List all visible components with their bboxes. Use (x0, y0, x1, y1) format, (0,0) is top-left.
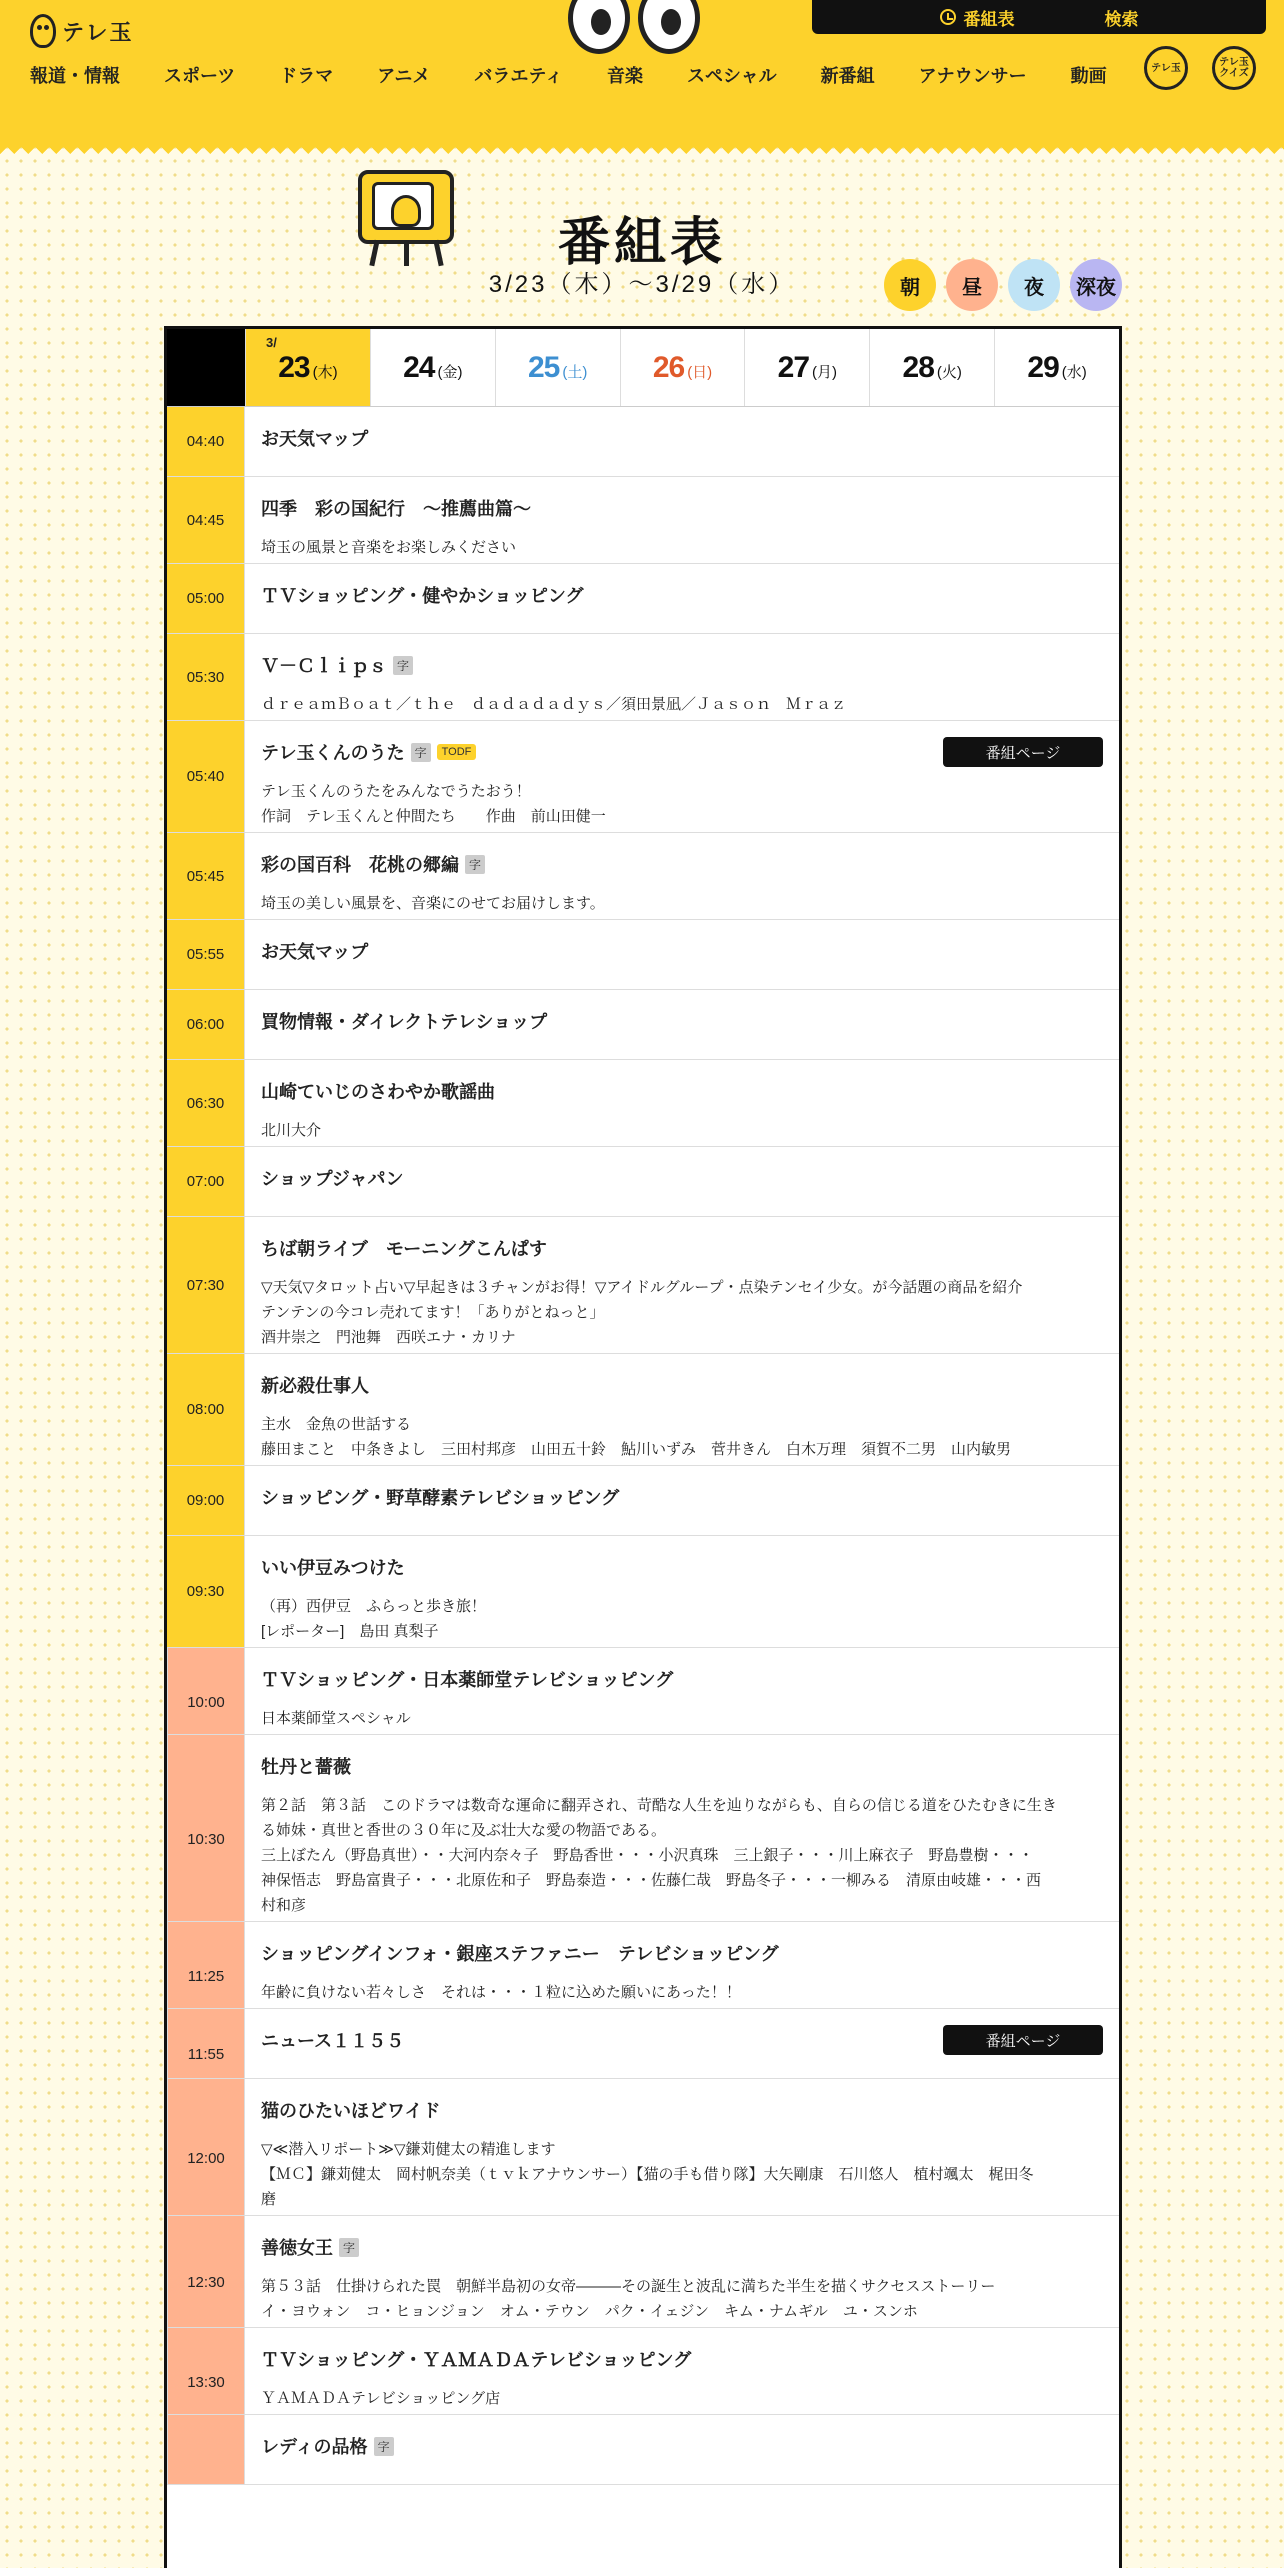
program-info (245, 920, 1119, 989)
program-info (245, 477, 1119, 563)
program-time: 04:45 (167, 477, 245, 563)
nav-drama[interactable]: ドラマ (279, 66, 334, 86)
program-time: 07:00 (167, 1147, 245, 1216)
subtitle-badge: 字 (465, 855, 485, 874)
program-title-text: 善徳女王 (261, 2238, 333, 2258)
program-title[interactable] (261, 582, 1103, 608)
program-title-text: ちば朝ライブ モーニングこんぱす (261, 1239, 547, 1259)
program-time: 12:00 (167, 2079, 245, 2215)
program-title[interactable] (261, 1372, 1103, 1398)
program-time: 05:55 (167, 920, 245, 989)
search-label: 検索 (1104, 9, 1139, 29)
program-time: 06:30 (167, 1060, 245, 1146)
corner-cell (167, 329, 245, 406)
day-weekday: (日) (687, 364, 713, 381)
program-time: 05:30 (167, 634, 245, 720)
program-info (245, 2328, 1119, 2414)
search-link[interactable] (1105, 5, 1139, 30)
program-title[interactable] (261, 1008, 1103, 1034)
program-row[interactable] (167, 1536, 1119, 1648)
day-weekday: (金) (437, 364, 463, 381)
program-info (245, 721, 1119, 832)
program-title-text: 新必殺仕事人 (261, 1376, 369, 1396)
nav-video[interactable]: 動画 (1070, 66, 1107, 86)
nav-new-programs[interactable]: 新番組 (820, 66, 875, 86)
day-tab-27[interactable] (744, 329, 869, 406)
program-description: ＹＡＭＡＤＡテレビショッピング店 (261, 2390, 501, 2407)
program-time: 07:30 (167, 1217, 245, 1353)
teletama-app-icon[interactable]: テレ玉 (1144, 46, 1188, 90)
program-guide-link[interactable] (940, 5, 1015, 30)
day-month: 3/ (266, 335, 277, 350)
program-info (245, 2216, 1119, 2327)
program-title[interactable] (261, 1165, 1103, 1191)
program-info (245, 1648, 1119, 1734)
program-info (245, 2079, 1119, 2215)
program-row[interactable] (167, 407, 1119, 477)
day-tab-24[interactable] (370, 329, 495, 406)
day-weekday: (木) (312, 364, 338, 381)
program-description: 第５３話 仕掛けられた罠 朝鮮半島初の女帝―――その誕生と波乱に満ちた半生を描くサクセスストーリー イ・ヨウォン コ・ヒョンジョン オム・テウン パク・イェジン キム・ナムギル ユ・スンホ (261, 2278, 996, 2320)
main-nav (30, 62, 1151, 88)
program-info (245, 2009, 1119, 2078)
program-title-text: テレ玉くんのうた (261, 743, 405, 763)
time-filter-2[interactable]: 夜 (1008, 259, 1060, 311)
program-time: 08:00 (167, 1354, 245, 1465)
program-title[interactable] (261, 851, 1103, 877)
teletama-quiz-icon[interactable]: テレ玉クイズ (1212, 46, 1256, 90)
program-time (167, 2415, 245, 2484)
program-title-text: 彩の国百科 花桃の郷編 (261, 855, 459, 875)
program-time: 11:25 (167, 1922, 245, 2008)
program-description: 北川大介 (261, 1122, 322, 1139)
day-number: 27 (777, 351, 810, 384)
day-number: 25 (527, 351, 560, 384)
nav-news[interactable]: 報道・情報 (30, 66, 120, 86)
program-info (245, 564, 1119, 633)
program-info (245, 1536, 1119, 1647)
time-filter-0[interactable]: 朝 (884, 259, 936, 311)
program-title-text: 四季 彩の国紀行 ～推薦曲篇～ (261, 499, 531, 519)
program-row[interactable] (167, 1060, 1119, 1147)
program-row[interactable] (167, 1147, 1119, 1217)
nav-sports[interactable]: スポーツ (164, 66, 236, 86)
site-header (0, 0, 1284, 142)
subtitle-badge: 字 (411, 743, 431, 762)
program-title[interactable] (261, 1078, 1103, 1104)
program-page-button[interactable]: 番組ページ (943, 737, 1103, 767)
day-tab-25[interactable] (495, 329, 620, 406)
program-row[interactable] (167, 721, 1119, 833)
program-row[interactable] (167, 1922, 1119, 2009)
program-time: 09:00 (167, 1466, 245, 1535)
time-filter-3[interactable]: 深夜 (1070, 259, 1122, 311)
program-info (245, 2415, 1119, 2484)
program-time: 10:30 (167, 1735, 245, 1921)
program-title-text: ニュース１１５５ (261, 2031, 405, 2051)
program-time: 05:45 (167, 833, 245, 919)
nav-anime[interactable]: アニメ (377, 66, 431, 86)
todf-badge: TODF (437, 744, 477, 760)
program-title[interactable] (261, 938, 1103, 964)
day-weekday: (水) (1061, 364, 1087, 381)
program-description: 年齢に負けない若々しさ それは・・・１粒に込めた願いにあった！！ (261, 1984, 741, 2001)
program-title-text: ショッピング・野草酵素テレビショッピング (261, 1488, 620, 1508)
program-row[interactable] (167, 2216, 1119, 2328)
program-title[interactable] (261, 2097, 1103, 2123)
mascot-eyes-decoration (568, 0, 700, 54)
program-title-text: 牡丹と薔薇 (261, 1757, 351, 1777)
program-title[interactable] (261, 1940, 1103, 1966)
program-time: 11:55 (167, 2009, 245, 2078)
program-info (245, 1922, 1119, 2008)
day-tab-28[interactable] (869, 329, 994, 406)
program-title-text: ＴＶショッピング・健やかショッピング (261, 586, 584, 606)
program-description: （再）西伊豆 ふらっと歩き旅！ [レポーター] 島田 真梨子 (261, 1598, 487, 1640)
program-row[interactable] (167, 2328, 1119, 2415)
program-row[interactable] (167, 833, 1119, 920)
program-title[interactable] (261, 2234, 1103, 2260)
program-title-text: 山崎ていじのさわやか歌謡曲 (261, 1082, 495, 1102)
date-range: 3/23（木）〜3/29（水） (488, 271, 796, 298)
subtitle-badge: 字 (393, 656, 413, 675)
top-search-bar (812, 0, 1266, 34)
program-title[interactable] (261, 1484, 1103, 1510)
program-row[interactable] (167, 634, 1119, 721)
program-description: ▽天気▽タロット占い▽早起きは３チャンがお得！▽アイドルグループ・点染テンセイ少女。が今話題の商品を紹介 テンテンの今コレ売れてます！「ありがとねっと」 酒井崇之 門池舞 西咲エナ・カリナ (261, 1279, 1023, 1346)
program-info (245, 634, 1119, 720)
site-logo[interactable] (30, 14, 134, 48)
program-title[interactable] (261, 652, 1103, 678)
program-row[interactable] (167, 920, 1119, 990)
program-title[interactable] (261, 2433, 1103, 2459)
program-title[interactable] (261, 2346, 1103, 2372)
day-number: 26 (652, 351, 685, 384)
program-info (245, 1466, 1119, 1535)
program-title-text: お天気マップ (261, 429, 369, 449)
day-tab-26[interactable] (620, 329, 745, 406)
clock-icon (940, 9, 956, 25)
subtitle-badge: 字 (374, 2437, 394, 2456)
program-info (245, 990, 1119, 1059)
program-row[interactable] (167, 477, 1119, 564)
day-number: 24 (403, 351, 435, 384)
program-title-text: お天気マップ (261, 942, 369, 962)
program-title[interactable] (261, 495, 1103, 521)
program-time: 13:30 (167, 2328, 245, 2414)
program-time: 12:30 (167, 2216, 245, 2327)
program-title-text: ＴＶショッピング・ＹＡＭＡＤＡテレビショッピング (261, 2350, 692, 2370)
day-number: 23 (278, 351, 310, 384)
program-title[interactable] (261, 1554, 1103, 1580)
program-title[interactable] (261, 425, 1103, 451)
schedule-table (164, 326, 1122, 2568)
program-row[interactable] (167, 990, 1119, 1060)
left-eye-icon (568, 0, 630, 54)
program-time: 10:00 (167, 1648, 245, 1734)
time-filter-1[interactable]: 昼 (946, 259, 998, 311)
program-row[interactable] (167, 1648, 1119, 1735)
program-time: 05:00 (167, 564, 245, 633)
program-info (245, 1147, 1119, 1216)
program-title[interactable] (261, 1666, 1103, 1692)
program-title-text: 猫のひたいほどワイド (261, 2101, 441, 2121)
day-tab-23[interactable] (245, 329, 370, 406)
program-row[interactable] (167, 1735, 1119, 1922)
day-number: 28 (902, 351, 934, 384)
program-row[interactable] (167, 1466, 1119, 1536)
program-description: ▽≪潜入リポート≫▽鎌苅健太の精進します 【ＭＣ】鎌苅健太 岡村帆奈美（ｔｖｋアナウンサー）【猫の手も借り隊】大矢剛康 石川悠人 植村颯太 梶田冬 磨 (261, 2141, 1034, 2208)
day-weekday: (火) (936, 364, 962, 381)
program-row[interactable] (167, 1354, 1119, 1466)
program-info (245, 1354, 1119, 1465)
program-description: 第２話 第３話 このドラマは数奇な運命に翻弄され、苛酷な人生を辿りながらも、自らの信じる道をひたむきに生き る姉妹・真世と香世の３０年に及ぶ壮大な愛の物語である。 三上ぼたん（野島真世）・・大河内奈々子 野島香世・・・小沢真珠 三上銀子・・・川上麻衣子 野島豊樹・・・ 神保悟志 野島富貴子・・・北原佐和子 野島泰造・・・佐藤仁哉 野島冬子・・・一柳みる 清原由岐雄・・・西 村和彦 (261, 1797, 1057, 1914)
program-time: 05:40 (167, 721, 245, 832)
program-description: テレ玉くんのうたをみんなでうたおう！ 作詞 テレ玉くんと仲間たち 作曲 前山田健一 (261, 783, 606, 825)
program-guide-label: 番組表 (963, 9, 1015, 29)
program-time: 06:00 (167, 990, 245, 1059)
program-title-text: いい伊豆みつけた (261, 1558, 405, 1578)
logo-text: テレ玉 (62, 19, 134, 45)
program-title-text: ショップジャパン (261, 1169, 404, 1189)
program-row[interactable] (167, 2415, 1119, 2485)
program-title-text: レディの品格 (261, 2437, 368, 2457)
program-time: 09:30 (167, 1536, 245, 1647)
program-title[interactable] (261, 1753, 1103, 1779)
nav-announcer[interactable]: アナウンサー (918, 66, 1027, 86)
program-row[interactable] (167, 2079, 1119, 2216)
program-title-text: 買物情報・ダイレクトテレショップ (261, 1012, 548, 1032)
subtitle-badge: 字 (339, 2238, 359, 2257)
program-info (245, 833, 1119, 919)
day-number: 29 (1027, 351, 1059, 384)
program-row[interactable] (167, 564, 1119, 634)
program-title-text: ＴＶショッピング・日本薬師堂テレビショッピング (261, 1670, 674, 1690)
program-info (245, 1735, 1119, 1921)
mascot-logo-icon (30, 14, 56, 48)
program-time: 04:40 (167, 407, 245, 476)
program-title-text: Ｖ－Ｃｌｉｐｓ (261, 656, 387, 676)
header-icon-links (1144, 46, 1256, 90)
nav-special[interactable]: スペシャル (686, 66, 777, 86)
day-tab-29[interactable] (994, 329, 1119, 406)
header-zigzag-edge (0, 140, 1284, 154)
program-info (245, 1060, 1119, 1146)
day-tabs (167, 329, 1119, 407)
time-of-day-filters (884, 259, 1122, 311)
program-description: ｄｒｅａｍＢｏａｔ／ｔｈｅ ｄａｄａｄａｄｙｓ／須田景凪／Ｊａｓｏｎ Ｍｒａｚ (261, 696, 847, 713)
program-page-button[interactable]: 番組ページ (943, 2025, 1103, 2055)
program-description: 主水 金魚の世話する 藤田まこと 中条きよし 三田村邦彦 山田五十鈴 鮎川いずみ 菅井きん 白木万理 須賀不二男 山内敏男 (261, 1416, 1012, 1458)
program-description: 埼玉の風景と音楽をお楽しみください (261, 539, 517, 556)
program-row[interactable] (167, 2009, 1119, 2079)
program-row[interactable] (167, 1217, 1119, 1354)
nav-music[interactable]: 音楽 (606, 66, 643, 86)
program-title[interactable] (261, 1235, 1103, 1261)
day-weekday: (月) (812, 364, 838, 381)
program-info (245, 407, 1119, 476)
page-title: 番組表 (557, 214, 726, 272)
nav-variety[interactable]: バラエティ (474, 66, 563, 86)
program-info (245, 1217, 1119, 1353)
program-description: 日本薬師堂スペシャル (261, 1710, 411, 1727)
program-list (167, 407, 1119, 2485)
right-eye-icon (638, 0, 700, 54)
day-weekday: (土) (562, 364, 588, 381)
program-description: 埼玉の美しい風景を、音楽にのせてお届けします。 (261, 895, 605, 912)
program-title-text: ショッピングインフォ・銀座ステファニー テレビショッピング (261, 1944, 779, 1964)
